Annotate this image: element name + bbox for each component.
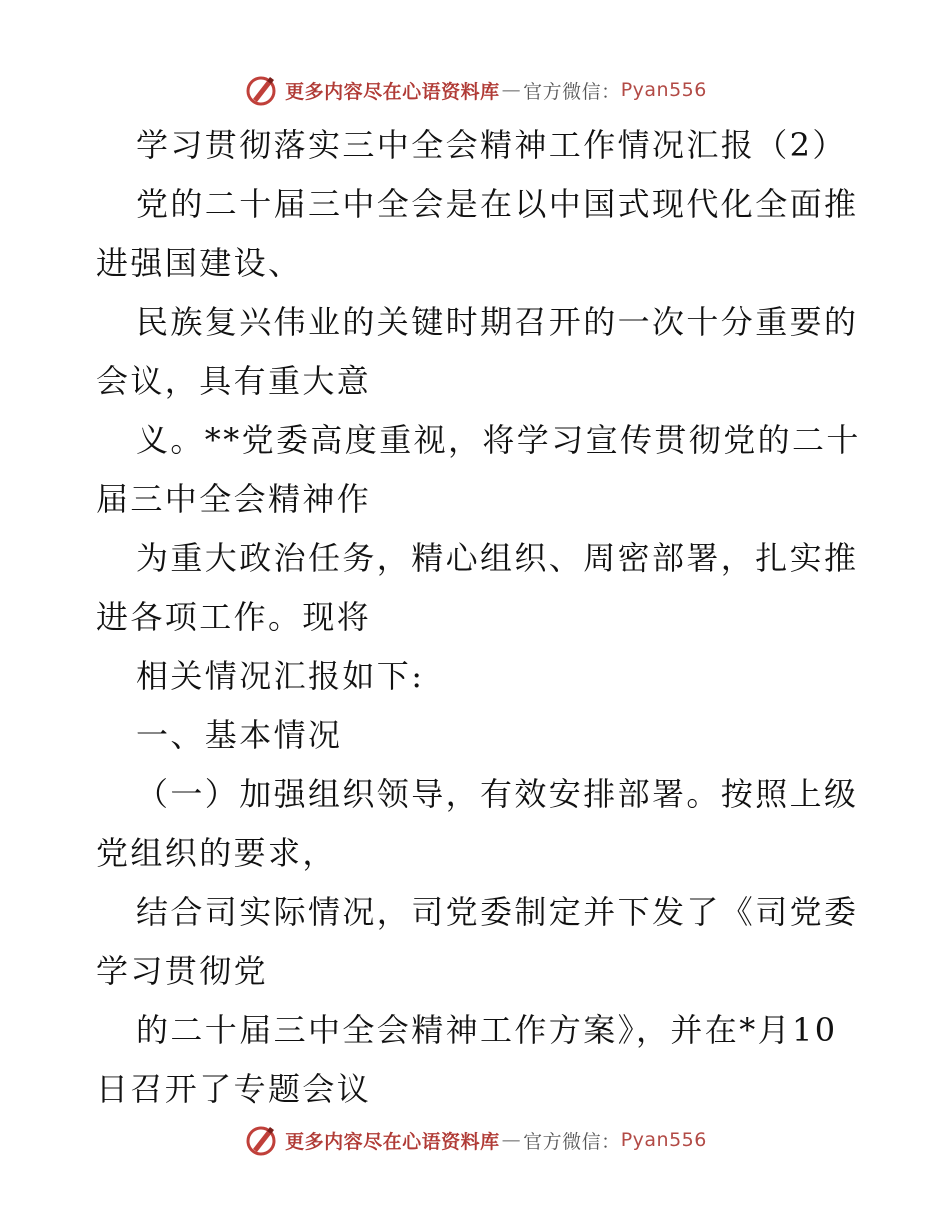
- text-line: 学习贯彻党: [96, 952, 269, 990]
- document-body: [96, 116, 861, 1119]
- text-line: 进强国建设、: [96, 244, 303, 282]
- text-line: 届三中全会精神作: [96, 480, 372, 518]
- header-watermark: [0, 70, 950, 110]
- text-line: 日召开了专题会议: [96, 1070, 372, 1108]
- text-line: 党的二十届三中全会是在以中国式现代化全面推: [136, 185, 859, 223]
- text-line: 结合司实际情况，司党委制定并下发了《司党委: [136, 893, 859, 931]
- watermark-brand: 更多内容尽在心语资料库: [285, 1130, 500, 1153]
- pen-logo-icon: [243, 1122, 279, 1158]
- section-heading: 一、基本情况: [136, 716, 343, 754]
- footer-watermark: [0, 1120, 950, 1160]
- watermark-separator: —: [501, 79, 522, 101]
- text-line: 党组织的要求，: [96, 834, 337, 872]
- watermark-brand: 更多内容尽在心语资料库: [285, 80, 500, 103]
- watermark-separator: —: [501, 1129, 522, 1151]
- text-line: 相关情况汇报如下:: [136, 657, 425, 695]
- subsection-heading: （一）加强组织领导，有效安排部署。按照上级: [136, 775, 859, 813]
- text-line: 进各项工作。现将: [96, 598, 372, 636]
- watermark-account: Pyan556: [620, 1129, 707, 1151]
- document-title: 学习贯彻落实三中全会精神工作情况汇报（2）: [136, 126, 847, 164]
- text-line: 会议，具有重大意: [96, 362, 372, 400]
- pen-logo-icon: [243, 72, 279, 108]
- text-line: 的二十届三中全会精神工作方案》，并在*月10: [136, 1011, 838, 1049]
- watermark-official-label: 官方微信：: [523, 1130, 621, 1153]
- watermark-account: Pyan556: [620, 79, 707, 101]
- text-line: 义。**党委高度重视，将学习宣传贯彻党的二十: [136, 421, 861, 459]
- text-line: 为重大政治任务，精心组织、周密部署，扎实推: [136, 539, 859, 577]
- watermark-official-label: 官方微信：: [523, 80, 621, 103]
- text-line: 民族复兴伟业的关键时期召开的一次十分重要的: [136, 303, 859, 341]
